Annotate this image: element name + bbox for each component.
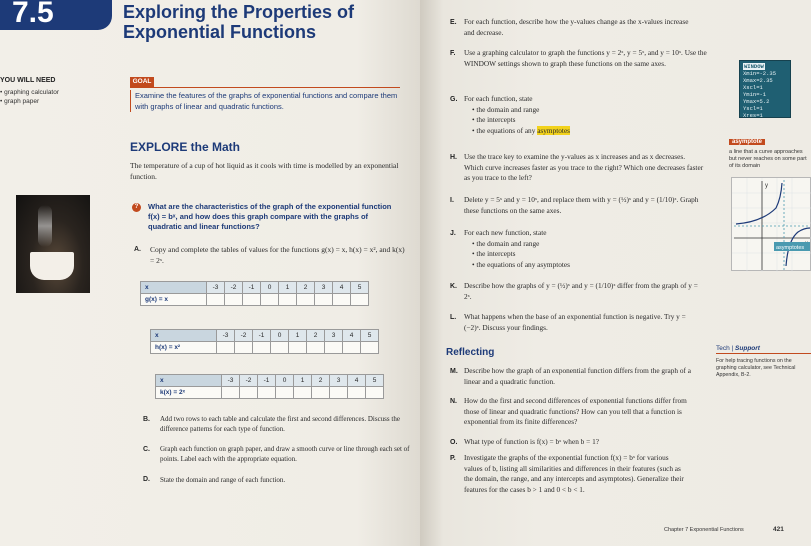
step-letter: L. [450,314,457,321]
table-function-label: g(x) = x [141,294,207,306]
step-letter: J. [450,230,456,237]
list-item: • graph paper [0,97,59,106]
step-text: Copy and complete the tables of values for the functions g(x) = x, h(x) = x², and k(x) = 2ˣ. [150,245,405,265]
step-text: Graph each function on graph paper, and draw a smooth curve or line through each set of points. Label each with the appropriate equation. [160,445,410,463]
goal-text: Examine the features of the graphs of exponential functions and compare them with graphs of linear and quadratic functions. [130,90,405,112]
table-function-label: k(x) = 2ˣ [156,387,222,399]
step-text: For each new function, state • the domain and range • the intercepts • the equations of any asymptotes [464,228,694,270]
step-letter: I. [450,197,454,204]
list-item: • the equations of any asymptotes [472,260,694,271]
step-text: Describe how the graphs of y = (½)ˣ and y = (1/10)ˣ differ from the graph of y = 2ˣ. [464,281,698,301]
section-title: Exploring the Properties of Exponential Functions [123,2,355,42]
step-letter: A. [134,246,141,253]
key-question: What are the characteristics of the graph of the exponential function f(x) = bˣ, and how does this graph compare with the graphs of quadratic and linear functions? [148,202,392,231]
glossary-term: asymptote [729,139,765,145]
section-number: 7.5 [0,0,112,30]
step-letter: N. [450,398,457,405]
step-text: Investigate the graphs of the exponential function f(x) = bˣ for various values of b, listing all similarities and differences in their features (such as the domain, the range, and any intercepts and asymptotes). Generalize their features for the cases b > 1 and 0 < b < 1. [464,453,684,494]
list-item: • the intercepts [472,115,694,126]
cup-graphic [30,252,74,280]
reflecting-heading: Reflecting [446,347,495,358]
highlighted-term: asymptotes [537,125,571,135]
step-text: Delete y = 5ˣ and y = 10ˣ, and replace them with y = (½)ˣ and y = (1/10)ˣ. Graph these functions on the same axes. [464,195,699,215]
step-text: For each function, describe how the y-values change as the x-values increase and decrease. [464,17,689,37]
goal-tag: GOAL [130,77,154,87]
step-letter: H. [450,154,457,161]
table-function-label: h(x) = x² [151,342,217,354]
table-of-values-k: x -3 -2 -1 0 1 2 3 4 5 k(x) = 2ˣ [155,374,384,399]
step-letter: D. [143,476,150,483]
step-text: How do the first and second differences of exponential functions differ from those of linear and quadratic functions? How can you tell that a function is exponential from its finite differences? [464,396,687,426]
step-letter: E. [450,19,457,26]
step-letter: O. [450,439,458,446]
goal-divider [130,87,400,88]
list-item: • the domain and range [472,105,694,116]
step-letter: B. [143,416,150,423]
footer-chapter: Chapter 7 Exponential Functions [664,527,744,533]
table-x-label: x [141,282,207,294]
step-text: Describe how the graph of an exponential function differs from the graph of a linear and a quadratic function. [464,366,692,386]
list-item: • the intercepts [472,249,694,260]
steam-graphic [38,205,52,247]
step-letter: F. [450,50,456,57]
asymptote-graph-svg [732,178,811,272]
table-x-label: x [156,375,222,387]
step-letter: K. [450,283,457,290]
tech-support-text: For help tracing functions on the graphing calculator, see Technical Appendix, B-2. [716,358,796,378]
you-will-need-list [0,88,59,106]
graph-y-label: y [765,183,768,189]
list-item: • the domain and range [472,239,694,250]
step-text: Use the trace key to examine the y-values as x increases and as x decreases. Which curve increases faster as you trace to the right? Which one decreases faster as you trace to the left? [464,152,704,182]
step-text: Add two rows to each table and calculate the first and second differences. Discuss the difference patterns for each type of function. [160,415,400,433]
step-text: Use a graphing calculator to graph the functions y = 2ˣ, y = 5ˣ, and y = 10ˣ. Use the WINDOW settings shown to graph these functions on the same axes. [464,48,707,68]
step-letter: G. [450,96,458,103]
step-text: What happens when the base of an exponential function is negative. Try y = (−2)ˣ. Discuss your findings. [464,312,686,332]
asymptote-graph [731,177,811,271]
question-icon: ? [132,203,141,212]
table-x-label: x [151,330,217,342]
you-will-need-heading: YOU WILL NEED [0,77,56,84]
graph-note: asymptotes [776,245,805,251]
step-letter: M. [450,368,458,375]
step-letter: C. [143,446,150,453]
step-letter: P. [450,455,456,462]
page-number: 421 [773,526,784,533]
table-of-values-g: x -3 -2 -1 0 1 2 3 4 5 g(x) = x [140,281,369,306]
calculator-window-screen: WINDOW Xmin=-2.35 Xmax=2.35 Xscl=1 Ymin=-1 Ymax=5.2 Yscl=1 Xres=1 [739,60,791,118]
list-item: • graphing calculator [0,88,59,97]
step-text: What type of function is f(x) = bˣ when b = 1? [464,437,599,446]
step-text: State the domain and range of each function. [160,476,286,484]
table-of-values-h: x -3 -2 -1 0 1 2 3 4 5 h(x) = x² [150,329,379,354]
tech-support-tag: Tech | Support [716,345,811,354]
explore-heading: EXPLORE the Math [130,140,241,154]
step-text: For each function, state • the domain and range • the intercepts • the equations of any asymptotes [464,94,694,136]
glossary-definition: a line that a curve approaches but never reaches on some part of its domain [729,149,807,169]
explore-intro: The temperature of a cup of hot liquid as it cools with time is modelled by an exponential function. [130,161,399,181]
list-item: • the equations of any asymptotes [472,126,694,137]
